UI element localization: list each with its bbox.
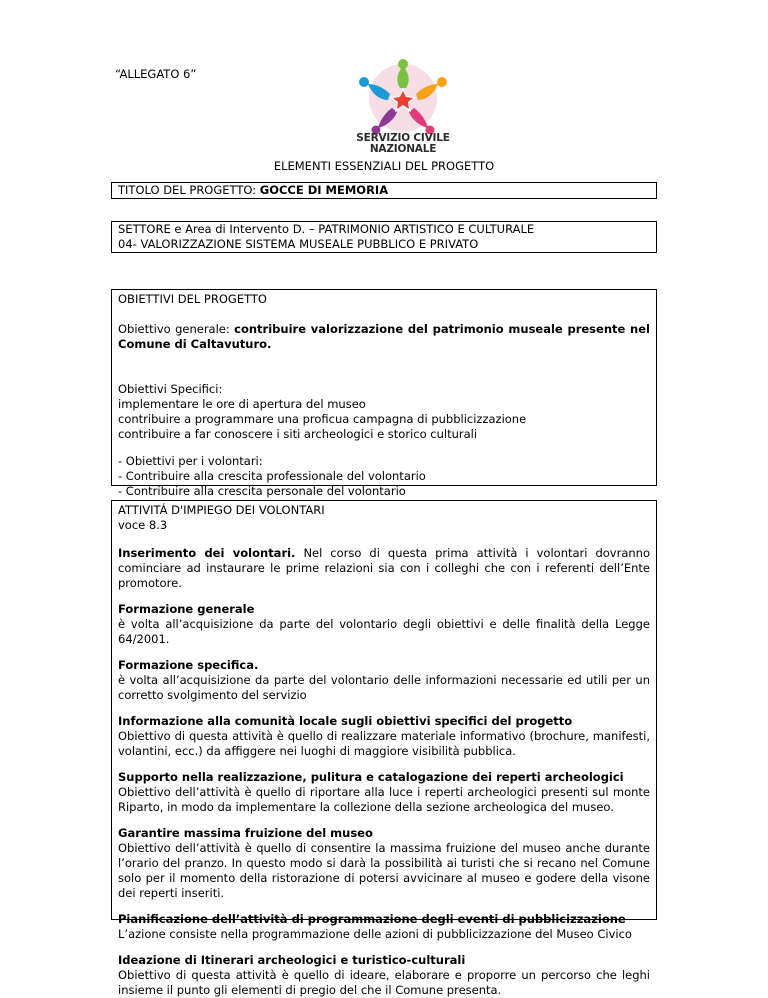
- volontari-item: - Contribuire alla crescita personale del volontario: [118, 484, 406, 498]
- inserimento-text: Nel corso di questa prima attività i volontari dovranno cominciare ad instaurare le prime relazioni sia con i colleghi che con i referenti dell’Ente promotore.: [118, 546, 650, 590]
- settore-line1: SETTORE e Area di Intervento D. – PATRIMONIO ARTISTICO E CULTURALE: [118, 222, 535, 236]
- section-title: Formazione generale: [118, 602, 255, 616]
- obiettivo-generale: [118, 322, 650, 352]
- section-title: Supporto nella realizzazione, pulitura e catalogazione dei reperti archeologici: [118, 770, 624, 784]
- section-title: Informazione alla comunità locale sugli obiettivi specifici del progetto: [118, 714, 573, 728]
- section-title: Formazione specifica.: [118, 658, 259, 672]
- section-text: Obiettivo dell’attività è quello di consentire la massima fruizione del museo anche durante l’orario del pranzo. In questo modo si darà la possibilità ai turisti che si recano nel Comune solo per il momento della ristorazione di potersi avvicinare al museo e godere della visone dei reperti inseriti.: [118, 841, 650, 900]
- inserimento-title: Inserimento dei volontari.: [118, 546, 296, 560]
- allegato-label: “ALLEGATO 6”: [115, 67, 197, 81]
- volontari-item: - Obiettivi per i volontari:: [118, 454, 263, 468]
- volontari-item: - Contribuire alla crescita professionale del volontario: [118, 469, 426, 483]
- section-text: è volta all’acquisizione da parte del volontario delle informazioni necessarie ed utili per un corretto svolgimento del servizio: [118, 673, 650, 702]
- attivita-heading: ATTIVITÁ D'IMPIEGO DEI VOLONTARI: [118, 503, 325, 517]
- section-text: Obiettivo di questa attività è quello di realizzare materiale informativo (brochure, manifesti, volantini, ecc.) da affiggere nei luoghi di maggiore visibilità pubblica.: [118, 729, 650, 758]
- logo-text-line2: NAZIONALE: [369, 143, 437, 155]
- specifico-item: implementare le ore di apertura del museo: [118, 397, 366, 411]
- document-title: ELEMENTI ESSENZIALI DEL PROGETTO: [273, 159, 495, 173]
- settore-box: [111, 221, 657, 253]
- specifici-heading: Obiettivi Specifici:: [118, 382, 223, 396]
- specifico-item: contribuire a far conoscere i siti archeologici e storico culturali: [118, 427, 478, 441]
- section-text: Obiettivo di questa attività è quello di ideare, elaborare e proporre un percorso che leghi insieme il punto gli elementi di pregio del che il Comune presenta.: [118, 968, 650, 997]
- section-text: è volta all’acquisizione da parte del volontario degli obiettivi e delle finalità della Legge 64/2001.: [118, 617, 650, 646]
- specifico-item: contribuire a programmare una proficua campagna di pubblicizzazione: [118, 412, 527, 426]
- titolo-box: [111, 182, 657, 199]
- obiettivi-heading: OBIETTIVI DEL PROGETTO: [118, 292, 267, 306]
- section-title: Garantire massima fruizione del museo: [118, 826, 373, 840]
- obiettivi-box: [111, 289, 657, 498]
- section-title: Pianificazione dell’attività di programmazione degli eventi di pubblicizzazione: [118, 912, 626, 926]
- section-text: Obiettivo dell’attività è quello di riportare alla luce i reperti archeologici presenti sul monte Riparto, in modo da implementare la collezione della sezione archeologica del museo.: [118, 785, 650, 814]
- attivita-voce: voce 8.3: [118, 518, 168, 532]
- section-text: L’azione consiste nella programmazione delle azioni di pubblicizzazione del Museo Civico: [118, 927, 632, 941]
- obiettivo-generale-label: Obiettivo generale:: [118, 322, 235, 336]
- star-people-icon: [356, 58, 450, 134]
- settore-line2: 04- VALORIZZAZIONE SISTEMA MUSEALE PUBBLICO E PRIVATO: [118, 237, 479, 251]
- titolo-label: TITOLO DEL PROGETTO:: [118, 183, 260, 197]
- servizio-civile-logo: [356, 58, 450, 156]
- logo-text-line1: SERVIZIO CIVILE: [356, 132, 450, 144]
- titolo-value: GOCCE DI MEMORIA: [259, 183, 389, 197]
- attivita-box: [111, 500, 657, 997]
- section-title: Ideazione di Itinerari archeologici e turistico-culturali: [118, 953, 466, 967]
- inserimento-paragraph: [118, 546, 650, 591]
- obiettivo-generale-value: contribuire valorizzazione del patrimonio museale presente nel Comune di Caltavuturo.: [118, 322, 650, 351]
